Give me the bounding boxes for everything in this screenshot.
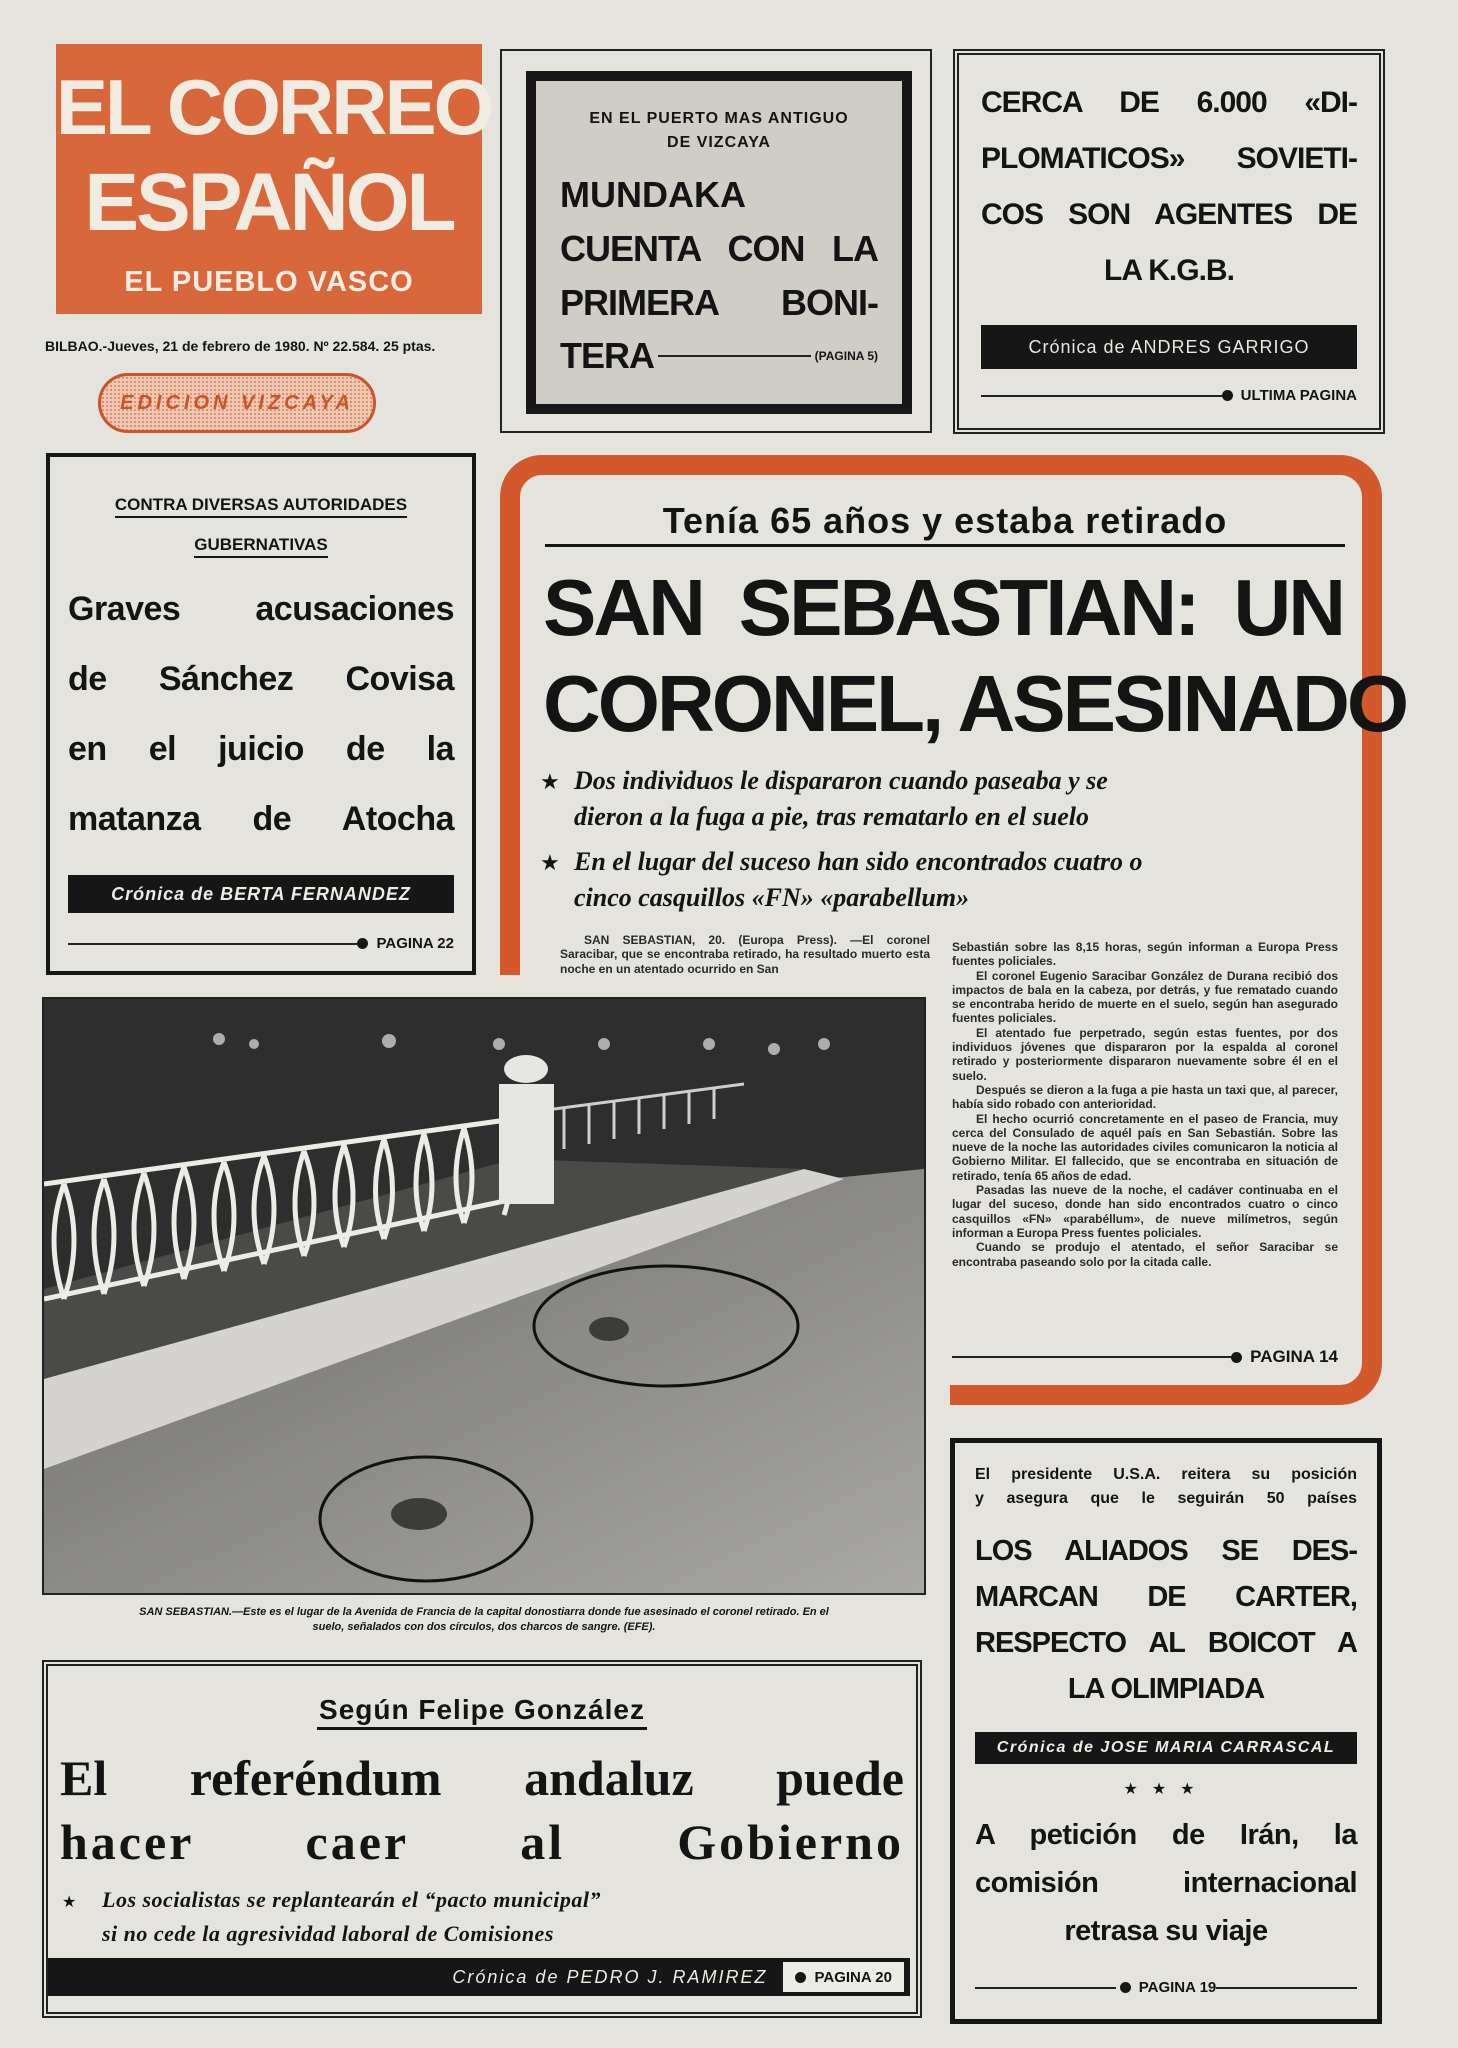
body-paragraph: Cuando se produjo el atentado, el señor Saracibar se encontraba paseando solo por la citada calle.: [952, 1240, 1338, 1269]
iran-headline-line: comisión internacional: [975, 1867, 1357, 1899]
blood-stain-2: [391, 1498, 447, 1530]
photo-caption-line: suelo, señalados con dos círculos, dos charcos de sangre. (EFE).: [312, 1621, 656, 1633]
main-deck: [540, 845, 1340, 915]
carter-headline-line: LA OLIMPIADA: [1067, 1673, 1265, 1705]
atocha-byline: Crónica de BERTA FERNANDEZ: [68, 875, 454, 913]
photo-caption: [42, 1605, 926, 1635]
bullet-dot-icon: [795, 1972, 806, 1983]
pillar-urn: [504, 1055, 548, 1083]
iran-headline-line: retrasa su viaje: [1064, 1915, 1268, 1947]
iran-page-link[interactable]: [975, 1979, 1357, 1996]
blood-stain-1: [589, 1317, 629, 1341]
leader-rule: [1216, 1987, 1357, 1989]
body-paragraph: Después se dieron a la fuga a pie hasta un taxi que, al parecer, había sido robado con anterioridad.: [952, 1082, 1338, 1112]
masthead-logo: [56, 44, 492, 314]
gonzalez-deck-line: Los socialistas se replantearán el “pacto municipal”: [102, 1887, 602, 1912]
star-icon: ★: [540, 851, 560, 876]
kgb-headline-line: LA K.G.B.: [1104, 254, 1234, 287]
main-body-column-2: [952, 940, 1338, 1269]
main-page-ref[interactable]: PAGINA 14: [1250, 1347, 1338, 1366]
gonzalez-deck-line: si no cede la agresividad laboral de Comisiones: [102, 1921, 554, 1946]
atocha-headline-line: Graves acusaciones: [68, 590, 454, 628]
atocha-kicker-line2: GUBERNATIVAS: [194, 535, 328, 558]
stone-pillar: [499, 1084, 554, 1204]
atocha-article[interactable]: [46, 453, 476, 975]
main-body-column-1: [560, 933, 930, 976]
gonzalez-headline-line: El referéndum andaluz puede: [60, 1750, 904, 1806]
carter-article[interactable]: [950, 1438, 1382, 2024]
body-paragraph: Sebastián sobre las 8,15 horas, según informan a Europa Press fuentes policiales.: [952, 940, 1338, 969]
gonzalez-headline-line: hacer caer al Gobierno: [60, 1814, 904, 1870]
kgb-headline-line: PLOMATICOS» SOVIETI-: [981, 142, 1357, 175]
gonzalez-page-link[interactable]: [781, 1960, 906, 1994]
bullet-dot-icon: [1120, 1982, 1131, 1993]
leader-rule: [68, 943, 357, 945]
kgb-page-ref[interactable]: ULTIMA PAGINA: [1240, 387, 1357, 404]
edition-label: EDICION VIZCAYA: [120, 391, 354, 414]
mundaka-headline-line: CUENTA CON LA: [560, 228, 878, 269]
mundaka-page-ref[interactable]: (PAGINA 5): [814, 349, 878, 363]
leader-rule: [975, 1987, 1116, 1989]
main-deck: [540, 764, 1340, 834]
leader-rule: [658, 355, 811, 357]
main-deck-line: cinco casquillos «FN» «parabellum»: [574, 883, 970, 912]
masthead-subtitle: EL PUEBLO VASCO: [124, 266, 414, 298]
atocha-kicker-line1: CONTRA DIVERSAS AUTORIDADES: [115, 495, 407, 518]
crime-scene-photo: [42, 997, 926, 1595]
bullet-dot-icon: [357, 938, 368, 949]
gonzalez-kicker: [48, 1694, 916, 1726]
main-deck-line: En el lugar del suceso han sido encontrados cuatro o: [574, 847, 1143, 876]
photo-caption-line: SAN SEBASTIAN.—Este es el lugar de la Avenida de Francia de la capital donostiarra donde fue asesinado el coronel retirado. En el: [139, 1606, 829, 1618]
body-paragraph: El hecho ocurrió concretamente en el paseo de Francia, muy cerca del Consulado de aquél país en San Sebastián. Sobre las nueve de la noche las autoridades civiles comunicaron la noticia al Gobierno Militar. El fallecido, que se encontraba en situación de retirado, tenía 65 años de edad.: [952, 1111, 1338, 1183]
leader-rule: [981, 395, 1222, 397]
kgb-page-link[interactable]: [981, 387, 1357, 404]
main-page-link[interactable]: [952, 1347, 1338, 1367]
kgb-byline: Crónica de ANDRES GARRIGO: [981, 325, 1357, 369]
body-paragraph: El coronel Eugenio Saracibar González de Durana recibió dos impactos de bala en la cabeza, por detrás, y fue rematado cuando se encontraba herido de muerte en el suelo, según han asegurado fuentes policiales.: [952, 968, 1338, 1026]
photo-illustration: [44, 999, 924, 1593]
edition-badge: [98, 373, 376, 433]
iran-headline-line: A petición de Irán, la: [975, 1819, 1357, 1851]
kgb-article[interactable]: [953, 49, 1385, 434]
atocha-kicker: [50, 485, 472, 565]
gonzalez-page-ref[interactable]: PAGINA 20: [814, 1968, 892, 1986]
carter-byline: Crónica de JOSE MARIA CARRASCAL: [975, 1732, 1357, 1764]
atocha-page-link[interactable]: [68, 935, 454, 952]
atocha-headline-line: en el juicio de la: [68, 730, 454, 768]
masthead-title-line1: EL CORREO: [56, 63, 492, 151]
main-story-kicker: Tenía 65 años y estaba retirado: [545, 500, 1345, 547]
body-paragraph: Pasadas las nueve de la noche, el cadáver continuaba en el lugar del suceso, donde han sido encontrados cuatro o cinco casquillos «FN» «parabéllum», de nueve milímetros, según informan a Europa Press fuentes policiales.: [952, 1183, 1338, 1240]
main-deck-line: Dos individuos le dispararon cuando paseaba y se: [574, 766, 1108, 795]
mundaka-kicker-line2: DE VIZCAYA: [667, 134, 771, 151]
gonzalez-article[interactable]: [42, 1660, 922, 2018]
iran-page-ref[interactable]: PAGINA 19: [1138, 1979, 1217, 1996]
star-icon: ★: [540, 770, 560, 795]
kgb-headline-line: COS SON AGENTES DE: [981, 198, 1357, 231]
bullet-dot-icon: [1222, 390, 1233, 401]
gonzalez-kicker-text: Según Felipe González: [317, 1694, 647, 1730]
mundaka-headline-line: TERA: [560, 335, 654, 376]
carter-kicker-line: y asegura que le seguirán 50 países: [975, 1490, 1357, 1507]
carter-headline-line: MARCAN DE CARTER,: [975, 1581, 1357, 1613]
carter-kicker-line: El presidente U.S.A. reitera su posición: [975, 1466, 1357, 1483]
gonzalez-byline-bar: [48, 1958, 910, 1996]
atocha-page-ref[interactable]: PAGINA 22: [376, 935, 454, 952]
dateline: BILBAO.-Jueves, 21 de febrero de 1980. Nº 22.584. 25 ptas.: [45, 338, 436, 354]
atocha-headline-line: de Sánchez Covisa: [68, 660, 454, 698]
carter-headline-line: RESPECTO AL BOICOT A: [975, 1627, 1357, 1659]
atocha-headline-line: matanza de Atocha: [68, 800, 454, 838]
star-separator-icon: ★★★: [1123, 1779, 1209, 1798]
mundaka-article[interactable]: [526, 71, 912, 414]
carter-headline-line: LOS ALIADOS SE DES-: [975, 1535, 1357, 1567]
mundaka-headline-line: PRIMERA BONI-: [560, 282, 878, 323]
gonzalez-byline: Crónica de PEDRO J. RAMIREZ: [452, 1966, 768, 1987]
bullet-dot-icon: [1231, 1352, 1242, 1363]
carter-kicker: [975, 1463, 1357, 1511]
mundaka-kicker: [536, 107, 902, 155]
leader-rule: [952, 1356, 1231, 1358]
body-paragraph: El atentado fue perpetrado, según estas fuentes, por dos individuos jóvenes que dispararon por la espalda al coronel retirado y posteriormente dispararon nuevamente sobre él en el suelo.: [952, 1025, 1338, 1083]
star-icon: ★: [62, 1892, 77, 1911]
mundaka-headline-line: MUNDAKA: [560, 174, 746, 215]
gonzalez-deck: [62, 1884, 896, 1950]
main-headline-line[interactable]: CORONEL, ASESINADO: [543, 659, 1407, 748]
masthead-title-line2: ESPAÑOL: [84, 157, 454, 248]
body-paragraph: SAN SEBASTIAN, 20. (Europa Press). —El coronel Saracibar, que se encontraba retirado, ha resultado muerto esta noche en un atentado ocurrido en San: [560, 933, 930, 976]
mundaka-kicker-line1: EN EL PUERTO MAS ANTIGUO: [589, 110, 849, 127]
mundaka-last-line: [560, 335, 878, 377]
kgb-headline-line: CERCA DE 6.000 «DI-: [981, 86, 1357, 119]
main-headline-line[interactable]: SAN SEBASTIAN: UN: [543, 563, 1343, 652]
main-deck-line: dieron a la fuga a pie, tras rematarlo en el suelo: [574, 802, 1089, 831]
